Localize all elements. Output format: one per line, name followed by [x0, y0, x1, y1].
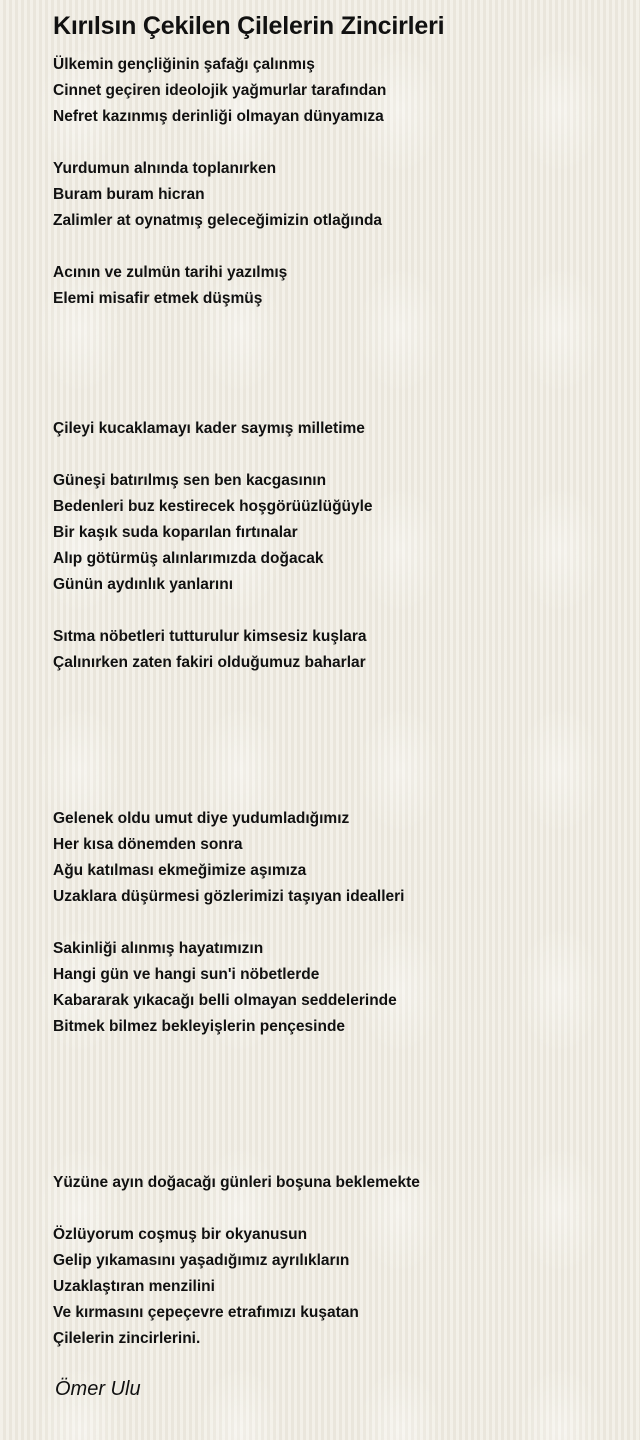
stanza-gap — [53, 234, 623, 260]
stanza-gap — [53, 130, 623, 156]
poem-line: Gelip yıkamasını yaşadığımız ayrılıkların — [53, 1252, 350, 1269]
poem-line: Çalınırken zaten fakiri olduğumuz baharlar — [53, 654, 366, 671]
poem-line: Uzaklaştıran menzilini — [53, 1278, 215, 1295]
poem-line: Acının ve zulmün tarihi yazılmış — [53, 264, 288, 281]
stanza-gap — [53, 702, 623, 728]
stanza-gap — [53, 754, 623, 780]
poem-line: Uzaklara düşürmesi gözlerimizi taşıyan idealleri — [53, 888, 405, 905]
stanza-gap — [53, 390, 623, 416]
poem-line: Cinnet geçiren ideolojik yağmurlar tarafından — [53, 82, 387, 99]
poem-line: Sakinliği alınmış hayatımızın — [53, 940, 264, 957]
stanza-gap — [53, 1092, 623, 1118]
poem-line: Çileyi kucaklamayı kader saymış milletime — [53, 420, 365, 437]
stanza-gap — [53, 364, 623, 390]
stanza-gap — [53, 312, 623, 338]
poem-line: Gelenek oldu umut diye yudumladığımız — [53, 810, 350, 827]
poem-title: Kırılsın Çekilen Çilelerin Zincirleri — [53, 12, 445, 40]
stanza-gap — [53, 780, 623, 806]
poem-line: Elemi misafir etmek düşmüş — [53, 290, 263, 307]
poem-line: Ülkemin gençliğinin şafağı çalınmış — [53, 56, 315, 73]
stanza-gap — [53, 1040, 623, 1066]
poem-line: Güneşi batırılmış sen ben kacgasının — [53, 472, 327, 489]
stanza-gap — [53, 728, 623, 754]
poem-line: Sıtma nöbetleri tutturulur kimsesiz kuşlara — [53, 628, 367, 645]
poem-line: Buram buram hicran — [53, 186, 205, 203]
stanza-gap — [53, 598, 623, 624]
stanza-gap — [53, 338, 623, 364]
poem-body — [53, 52, 623, 1352]
stanza-gap — [53, 910, 623, 936]
poem-line: Yurdumun alnında toplanırken — [53, 160, 277, 177]
stanza-gap — [53, 1196, 623, 1222]
poem-line: Bedenleri buz kestirecek hoşgörüüzlüğüyle — [53, 498, 373, 515]
stanza-gap — [53, 1118, 623, 1144]
poem-line: Hangi gün ve hangi sun'i nöbetlerde — [53, 966, 320, 983]
poem-line: Yüzüne ayın doğacağı günleri boşuna beklemekte — [53, 1174, 420, 1191]
poem-line: Bir kaşık suda koparılan fırtınalar — [53, 524, 298, 541]
poem-line: Her kısa dönemden sonra — [53, 836, 243, 853]
poem-line: Özlüyorum coşmuş bir okyanusun — [53, 1226, 308, 1243]
poem-line: Bitmek bilmez bekleyişlerin pençesinde — [53, 1018, 346, 1035]
poem-line: Alıp götürmüş alınlarımızda doğacak — [53, 550, 324, 567]
stanza-gap — [53, 1144, 623, 1170]
stanza-gap — [53, 676, 623, 702]
poem-line: Zalimler at oynatmış geleceğimizin otlağında — [53, 212, 383, 229]
stanza-gap — [53, 442, 623, 468]
poem-author: Ömer Ulu — [55, 1378, 141, 1400]
poem-line: Ağu katılması ekmeğimize aşımıza — [53, 862, 307, 879]
poem-line: Kabararak yıkacağı belli olmayan seddelerinde — [53, 992, 397, 1009]
poem-line: Çilelerin zincirlerini. — [53, 1330, 201, 1347]
poem-line: Günün aydınlık yanlarını — [53, 576, 234, 593]
poem-line: Nefret kazınmış derinliği olmayan dünyamıza — [53, 108, 384, 125]
poem-line: Ve kırmasını çepeçevre etrafımızı kuşatan — [53, 1304, 359, 1321]
stanza-gap — [53, 1066, 623, 1092]
